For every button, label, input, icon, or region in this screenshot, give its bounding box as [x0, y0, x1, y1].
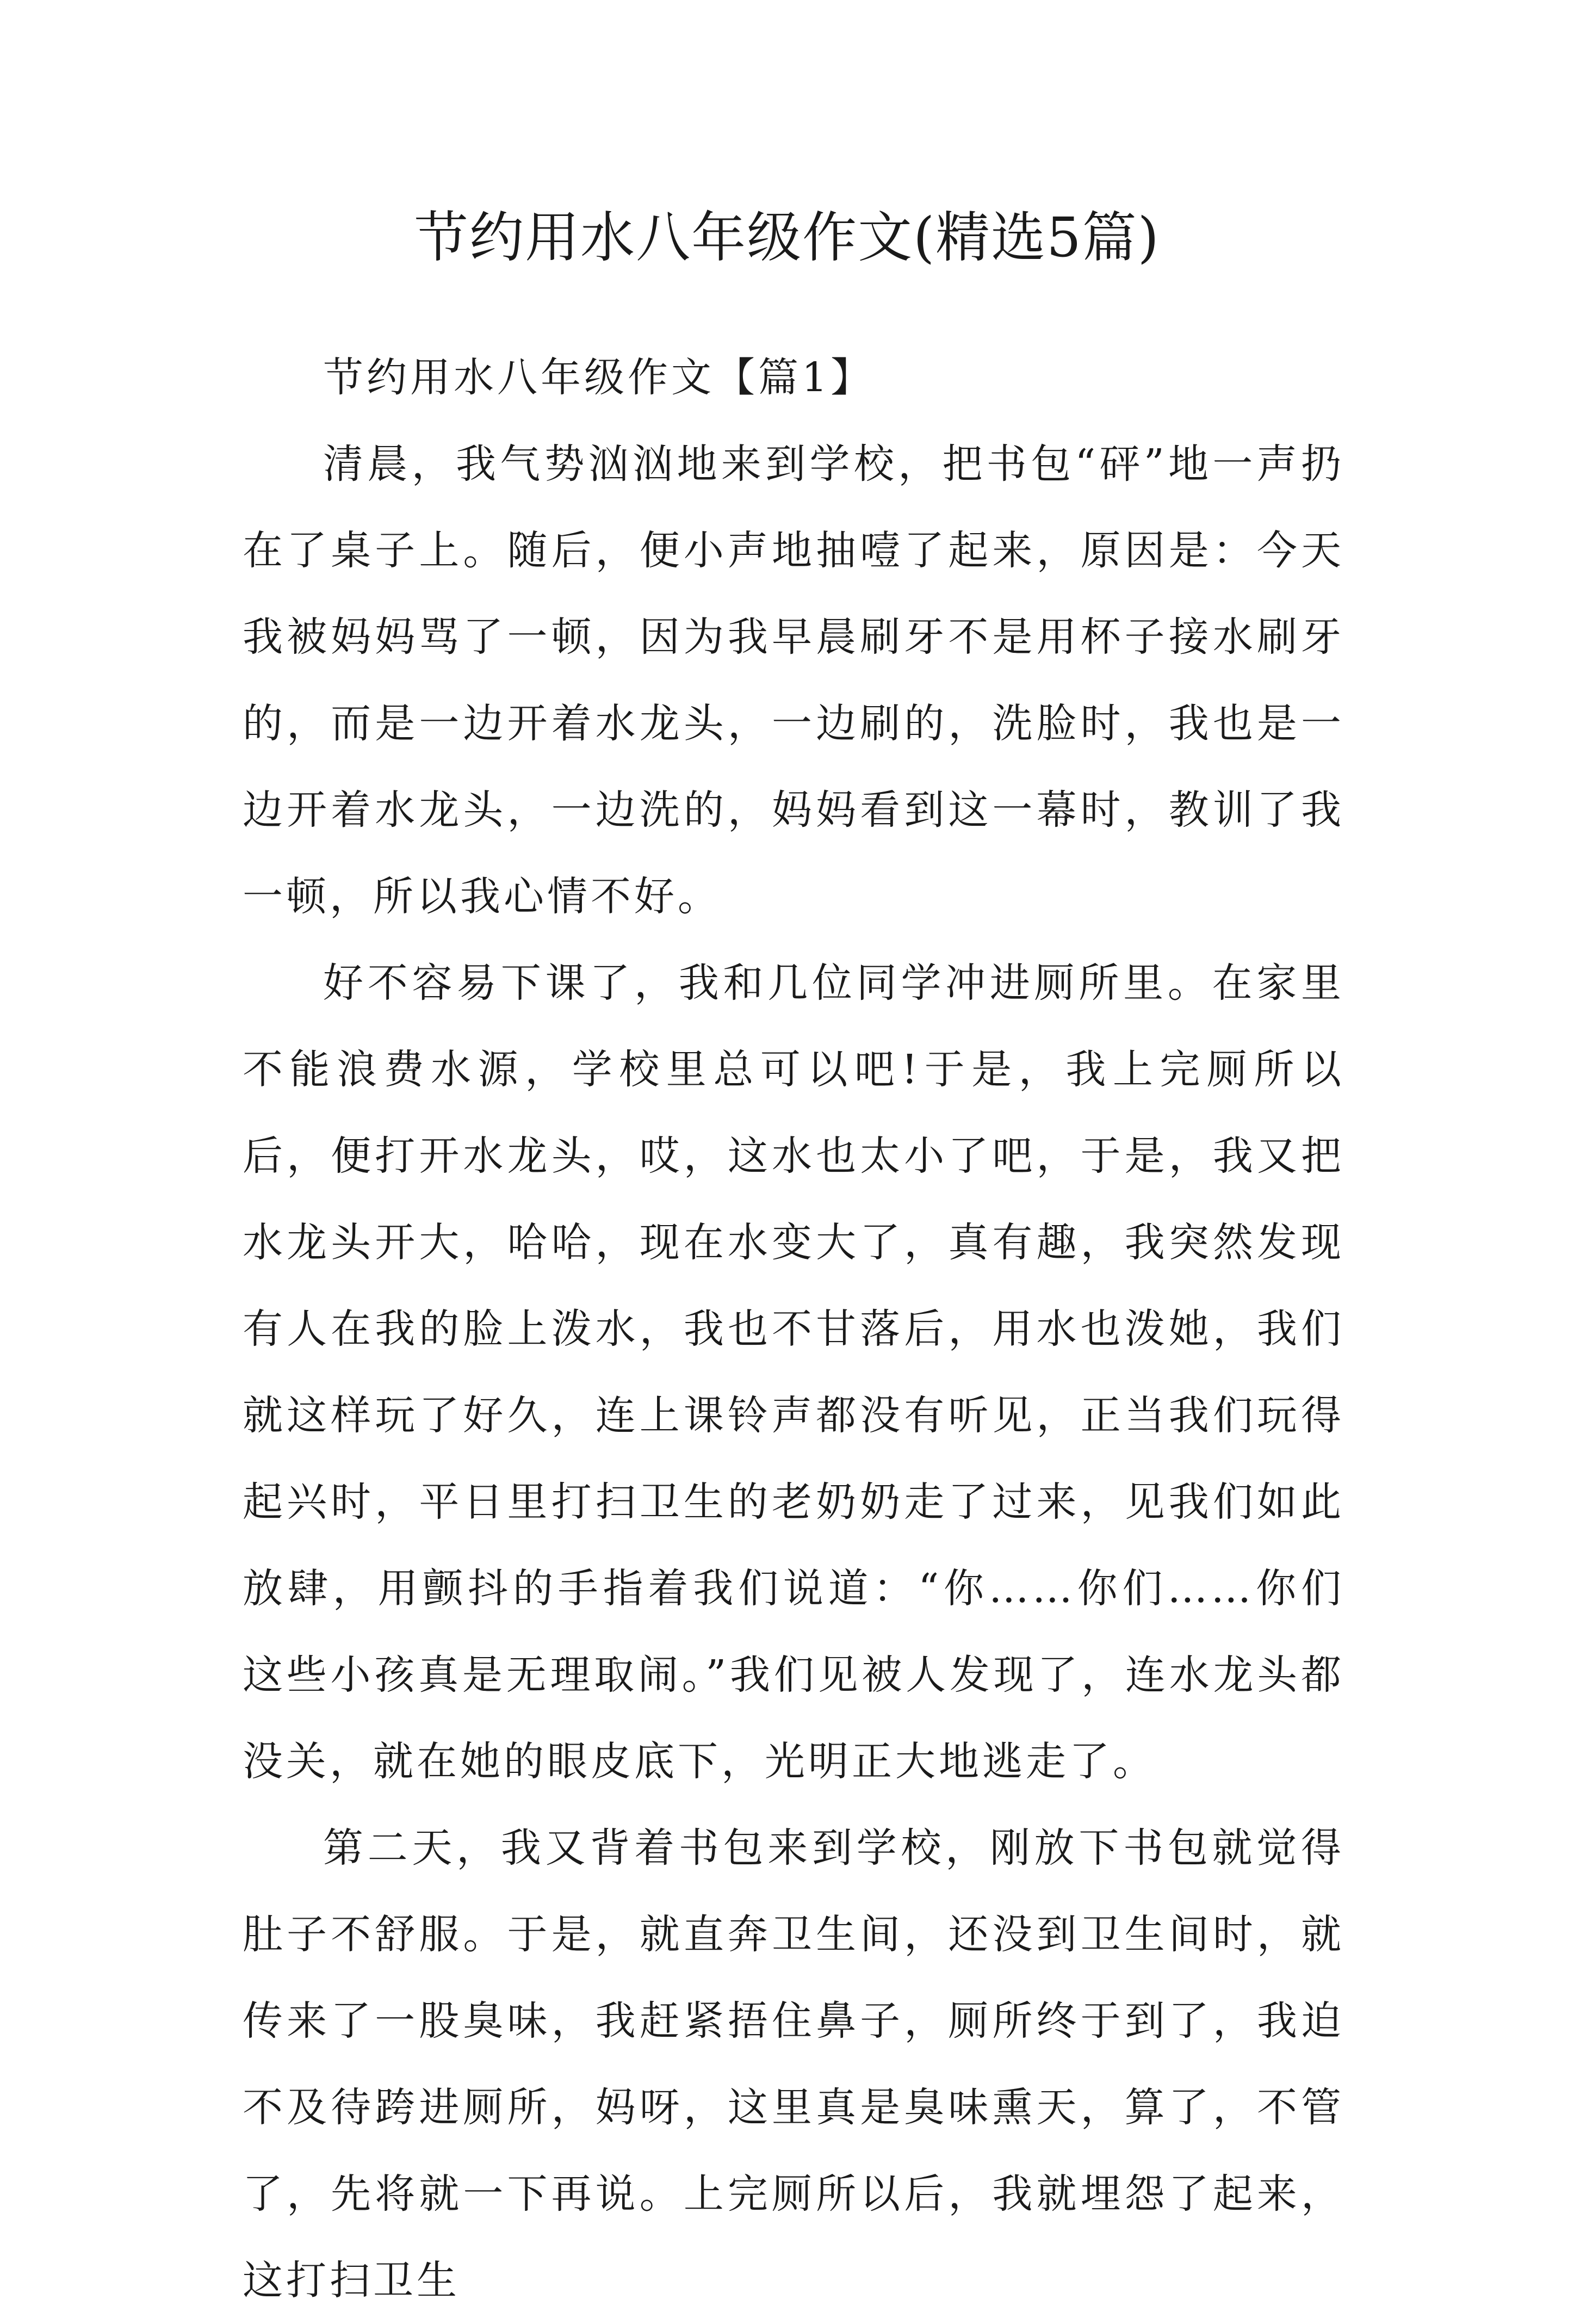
paragraph-1: 清晨，我气势汹汹地来到学校，把书包“砰”地一声扔在了桌子上。随后，便小声地抽噎了起来，原因是：今天我被妈妈骂了一顿，因为我早晨刷牙不是用杯子接水刷牙的，而是一边开着水龙头，一边刷的，洗脸时，我也是一边开着水龙头，一边洗的，妈妈看到这一幕时，教训了我一顿，所以我心情不好。: [243, 441, 1344, 920]
document-body: [243, 335, 1344, 2324]
paragraph-3: 第二天，我又背着书包来到学校，刚放下书包就觉得肚子不舒服。于是，就直奔卫生间，还没到卫生间时，就传来了一股臭味，我赶紧捂住鼻子，厕所终于到了，我迫不及待跨进厕所，妈呀，这里真是臭味熏天，算了，不管了，先将就一下再说。上完厕所以后，我就埋怨了起来，这打扫卫生: [243, 1825, 1344, 2304]
document-title: 节约用水八年级作文(精选5篇): [414, 206, 1160, 269]
paragraph-2: 好不容易下课了，我和几位同学冲进厕所里。在家里不能浪费水源，学校里总可以吧!于是，我上完厕所以后，便打开水龙头，哎，这水也太小了吧，于是，我又把水龙头开大，哈哈，现在水变大了，真有趣，我突然发现有人在我的脸上泼水，我也不甘落后，用水也泼她，我们就这样玩了好久，连上课铃声都没有听见，正当我们玩得起兴时，平日里打扫卫生的老奶奶走了过来，见我们如此放肆，用颤抖的手指着我们说道：“你……你们……你们这些小孩真是无理取闹。”我们见被人发现了，连水龙头都没关，就在她的眼皮底下，光明正大地逃走了。: [243, 960, 1344, 1785]
section-heading: 节约用水八年级作文【篇1】: [323, 354, 875, 401]
